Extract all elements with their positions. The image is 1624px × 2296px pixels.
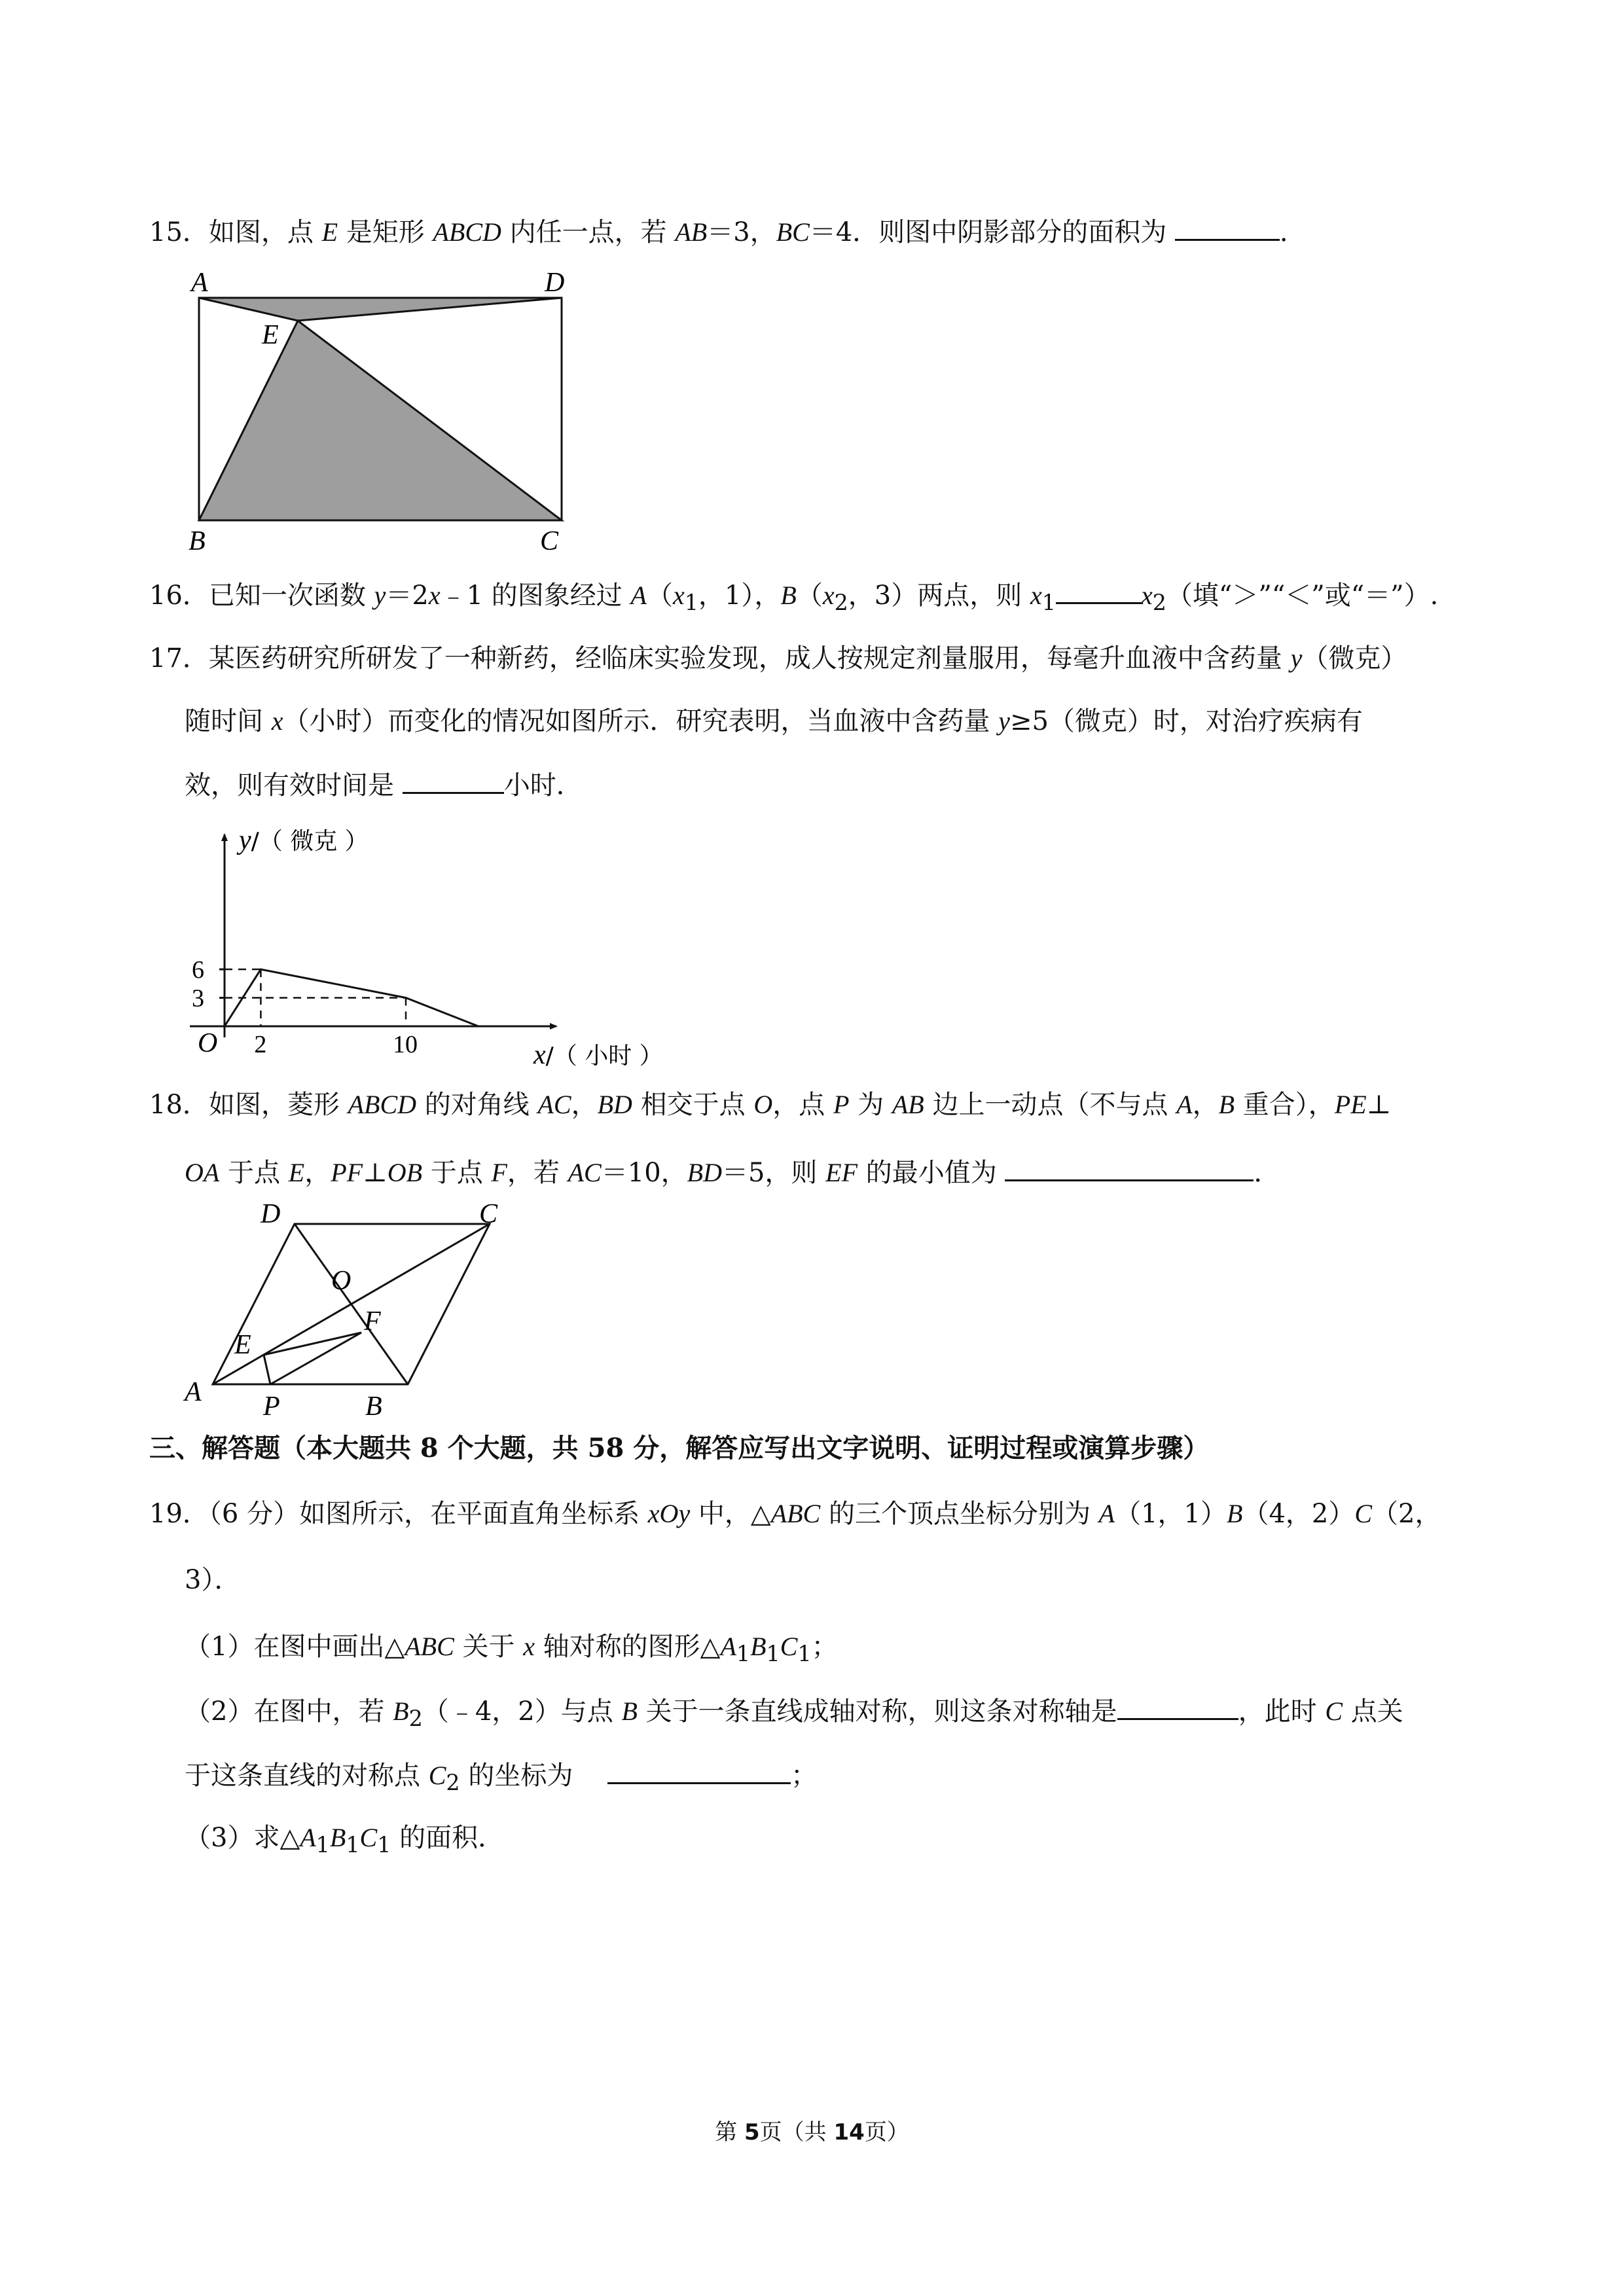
q16-text: 16．已知一次函数 y＝2x﹣1 的图象经过 $A(x_1$，1），$B(x_2$，3）两点，则 $x_1$ $x_2$（填“＞”“＜”或“＝”）.: [149, 576, 1438, 621]
shaded-triangle-ebc: [199, 321, 562, 520]
q19-sub-2-line-2: 于这条直线的对称点 $C_2$ 的坐标为 ；: [185, 1756, 817, 1801]
page-number: 5: [744, 2119, 760, 2145]
q18-line-2: OA 于点 E，PF⊥OB 于点 F，若 AC＝10，BD＝5，则 EF 的最小值为 ．: [185, 1153, 1280, 1191]
chart-guide-lines: [225, 969, 406, 1026]
segment-ef: [264, 1333, 361, 1355]
x-tick-label: 2: [254, 1031, 267, 1058]
q15-text: 15．如图，点 E 是矩形 ABCD 内任一点，若 AB＝3，BC＝4．则图中阴影部分的面积为 ．: [149, 213, 1306, 251]
label-b: B: [365, 1391, 382, 1422]
q19-c2-answer-blank[interactable]: [607, 1756, 791, 1784]
label-a: A: [185, 1377, 202, 1407]
q19-line-1: 19．（6 分）如图所示，在平面直角坐标系 xOy 中，△ABC 的三个顶点坐标分别为 A（1，1）B（4，2）C（2，: [149, 1499, 1441, 1529]
q18-rhombus-figure: [177, 1199, 543, 1422]
q19-sub-3: （3）求$\triangle A_1B_1C_1$ 的面积．: [185, 1823, 505, 1857]
label-b: B: [189, 526, 206, 556]
q19-line-2: 3）．: [185, 1565, 241, 1595]
label-e: E: [234, 1330, 251, 1360]
section-3-heading: 三、解答题（本大题共 8 个大题，共 58 分，解答应写出文字说明、证明过程或演算步骤）: [149, 1433, 1210, 1463]
q19-sub-1: （1）在图中画出△ABC 关于 x 轴对称的图形$\triangle A_1B_1C_1$；: [185, 1632, 838, 1666]
q17-line-2: 随时间 x（小时）而变化的情况如图所示．研究表明，当血液中含药量 y≥5（微克）时，对治疗疾病有: [185, 706, 1363, 736]
q17-drug-concentration-chart: [177, 821, 700, 1073]
label-o: O: [331, 1266, 352, 1296]
q15-answer-blank[interactable]: [1175, 213, 1280, 241]
page-footer: 第 5页（共 14页）: [715, 2119, 909, 2145]
page-total: 14: [833, 2119, 865, 2145]
y-tick-label: 3: [192, 984, 204, 1013]
label-d: D: [545, 268, 565, 298]
q18-line-1: 18．如图，菱形 ABCD 的对角线 AC，BD 相交于点 O，点 P 为 AB 边上一动点（不与点 A，B 重合），PE⊥: [149, 1090, 1392, 1120]
data-point: [477, 1026, 479, 1028]
q17-line-3: 效，则有效时间是 小时．: [185, 766, 583, 804]
data-point: [260, 969, 262, 971]
y-tick-label: 6: [192, 956, 204, 984]
q17-line-1: 17．某医药研究所研发了一种新药，经临床实验发现，成人按规定剂量服用，每毫升血液中含药量 y（微克）: [149, 643, 1407, 673]
y-axis-title: y/（ 微克 ）: [239, 825, 369, 855]
q18-answer-blank[interactable]: [1005, 1153, 1254, 1181]
x-axis-title: x/（ 小时 ）: [533, 1040, 663, 1070]
data-point: [405, 997, 407, 999]
segment-pf: [270, 1333, 361, 1384]
label-a: A: [191, 268, 208, 298]
q19-sub-2-line-1: （2）在图中，若 $B_2(﹣4$，2）与点 B 关于一条直线成轴对称，则这条对称轴是 ，此时 C 点关: [185, 1692, 1403, 1737]
label-e: E: [262, 320, 279, 350]
chart-tick-labels: [192, 956, 418, 1058]
origin-label: O: [198, 1028, 218, 1058]
q19-axis-answer-blank[interactable]: [1117, 1692, 1238, 1720]
label-c: C: [479, 1199, 498, 1229]
label-c: C: [540, 526, 559, 556]
label-d: D: [261, 1199, 281, 1229]
q15-rectangle-figure: [183, 265, 576, 556]
x-tick-label: 10: [393, 1031, 418, 1058]
q16-answer-blank[interactable]: [1056, 576, 1141, 604]
shaded-triangle-aed: [199, 298, 562, 321]
label-f: F: [364, 1306, 381, 1336]
q17-answer-blank[interactable]: [403, 766, 504, 794]
data-point: [224, 1026, 226, 1028]
label-p: P: [263, 1391, 280, 1422]
segment-pe: [264, 1355, 270, 1384]
